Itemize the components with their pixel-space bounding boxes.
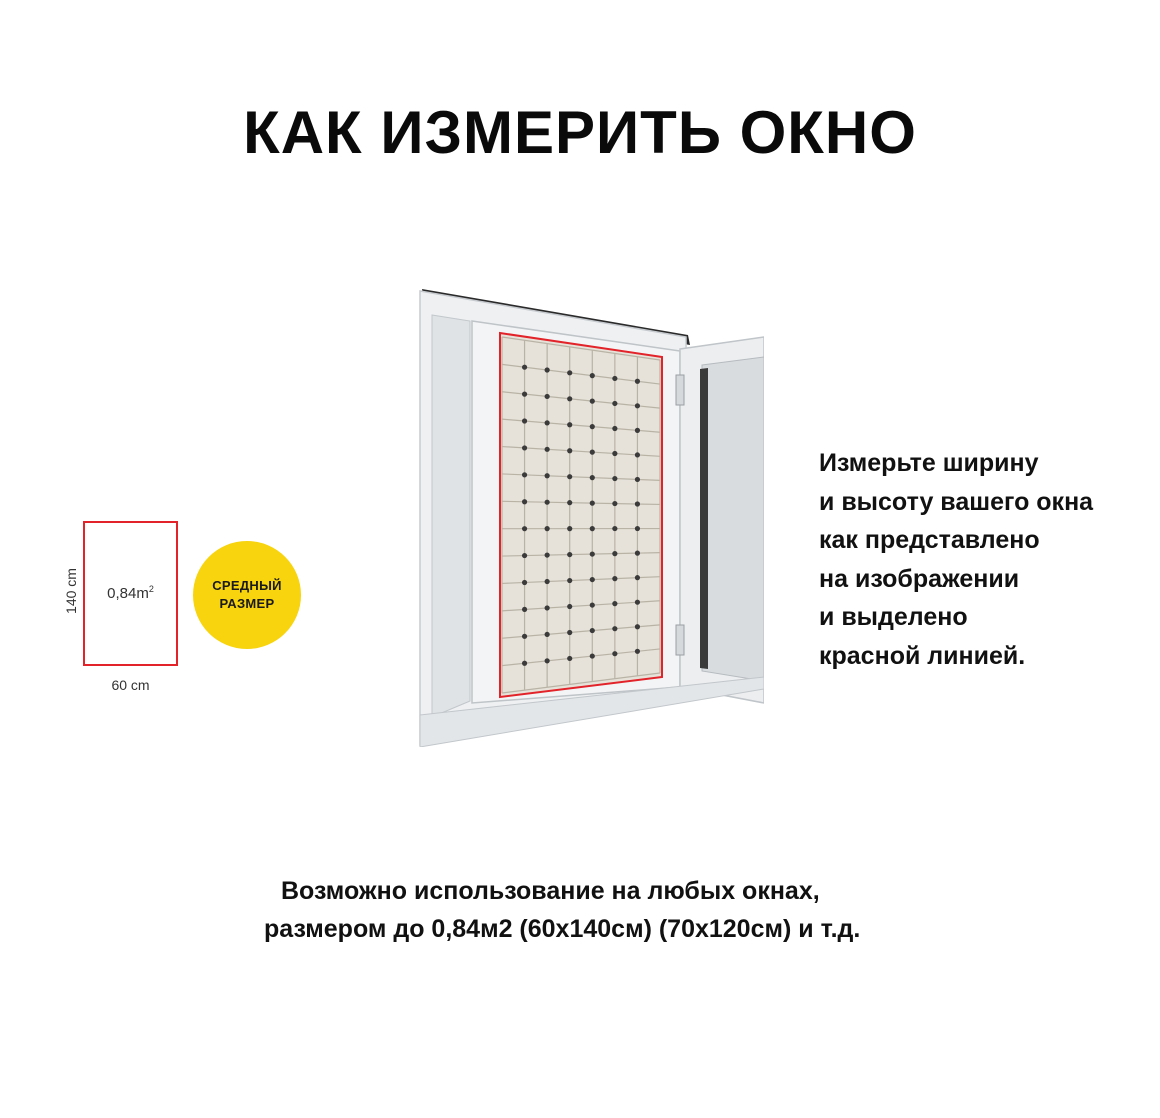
- net-knot: [635, 428, 640, 433]
- net-knot: [635, 551, 640, 556]
- size-badge: [193, 541, 301, 649]
- height-label: 140 cm: [63, 568, 79, 614]
- net-knot: [635, 403, 640, 408]
- net-knot: [567, 370, 572, 375]
- net-knot: [635, 649, 640, 654]
- net-knot: [567, 448, 572, 453]
- net-knot: [612, 501, 617, 506]
- instruction-line-4: на изображении: [819, 564, 1020, 593]
- instruction-line-1: Измерьте ширину: [819, 449, 1039, 477]
- instruction-line-5: и выделено: [819, 603, 968, 632]
- hinge-bottom: [676, 625, 684, 655]
- net-knot: [612, 451, 617, 456]
- net-knot: [612, 551, 617, 556]
- net-knot: [522, 553, 527, 558]
- net-knot: [522, 418, 527, 423]
- net-knot: [567, 630, 572, 635]
- badge-line-2: РАЗМЕР: [219, 596, 275, 611]
- net-knot: [567, 604, 572, 609]
- net-knot: [590, 424, 595, 429]
- net-knot: [545, 658, 550, 663]
- instruction-line-2: и высоту вашего окна: [819, 487, 1094, 516]
- net-knot: [522, 607, 527, 612]
- window-with-net-illustration: [418, 285, 764, 747]
- net-knot: [590, 628, 595, 633]
- net-knot: [590, 501, 595, 506]
- net-knot: [522, 472, 527, 477]
- net-knot: [545, 420, 550, 425]
- net-knot: [545, 367, 550, 372]
- net-knot: [567, 500, 572, 505]
- area-superscript: 2: [148, 584, 154, 594]
- net-knot: [567, 578, 572, 583]
- net-knot: [545, 500, 550, 505]
- net-knot: [567, 396, 572, 401]
- net-knot: [612, 651, 617, 656]
- instruction-text: [819, 444, 1139, 676]
- net-knot: [567, 474, 572, 479]
- net-knot: [545, 552, 550, 557]
- net-knot: [612, 626, 617, 631]
- left-frame-bevel: [432, 315, 470, 717]
- net-knot: [635, 379, 640, 384]
- net-knot: [635, 600, 640, 605]
- net-knot: [567, 526, 572, 531]
- open-sash-glass: [702, 357, 764, 681]
- net-knot: [590, 551, 595, 556]
- instruction-line-3: как представлено: [819, 526, 1040, 555]
- net-knot: [522, 445, 527, 450]
- page-title: КАК ИЗМЕРИТЬ ОКНО: [243, 99, 917, 166]
- net-knot: [545, 526, 550, 531]
- net-knot: [635, 452, 640, 457]
- net-knot: [612, 601, 617, 606]
- net-knot: [612, 476, 617, 481]
- net-knot: [612, 576, 617, 581]
- hinge-top: [676, 375, 684, 405]
- net-knot: [545, 632, 550, 637]
- usage-note-line-1: Возможно использование на любых окнах,: [281, 877, 820, 905]
- net-knot: [590, 653, 595, 658]
- net-knot: [612, 426, 617, 431]
- net-knot: [545, 579, 550, 584]
- net-knot: [590, 399, 595, 404]
- area-label: [83, 584, 178, 602]
- net-knot: [545, 394, 550, 399]
- area-value: 0,84m: [107, 585, 149, 602]
- net-knot: [612, 401, 617, 406]
- net-knot: [567, 656, 572, 661]
- net-knot: [522, 634, 527, 639]
- net-knot: [590, 602, 595, 607]
- net-knot: [635, 477, 640, 482]
- width-label: 60 cm: [111, 677, 150, 693]
- net-knot: [522, 499, 527, 504]
- net-knot: [545, 447, 550, 452]
- net-knot: [635, 526, 640, 531]
- usage-note-line-2: размером до 0,84м2 (60х140см) (70х120см) и т.д.: [264, 915, 861, 943]
- net-knot: [590, 373, 595, 378]
- net-knot: [635, 501, 640, 506]
- net-knot: [590, 475, 595, 480]
- net-knot: [567, 552, 572, 557]
- net-knot: [522, 526, 527, 531]
- net-knot: [545, 473, 550, 478]
- net-knot: [522, 661, 527, 666]
- net-knot: [522, 365, 527, 370]
- net-knot: [545, 605, 550, 610]
- net-knot: [567, 422, 572, 427]
- net-knot: [635, 575, 640, 580]
- net-knot: [590, 577, 595, 582]
- open-sash-dark-edge: [700, 368, 708, 669]
- net-knot: [522, 392, 527, 397]
- net-knot: [590, 526, 595, 531]
- net-knot: [522, 580, 527, 585]
- badge-line-1: СРЕДНЫЙ: [212, 578, 282, 593]
- net-knot: [612, 526, 617, 531]
- net-knot: [612, 376, 617, 381]
- instruction-line-6: красной линией.: [819, 641, 1026, 670]
- net-knot: [590, 450, 595, 455]
- net-knot: [635, 624, 640, 629]
